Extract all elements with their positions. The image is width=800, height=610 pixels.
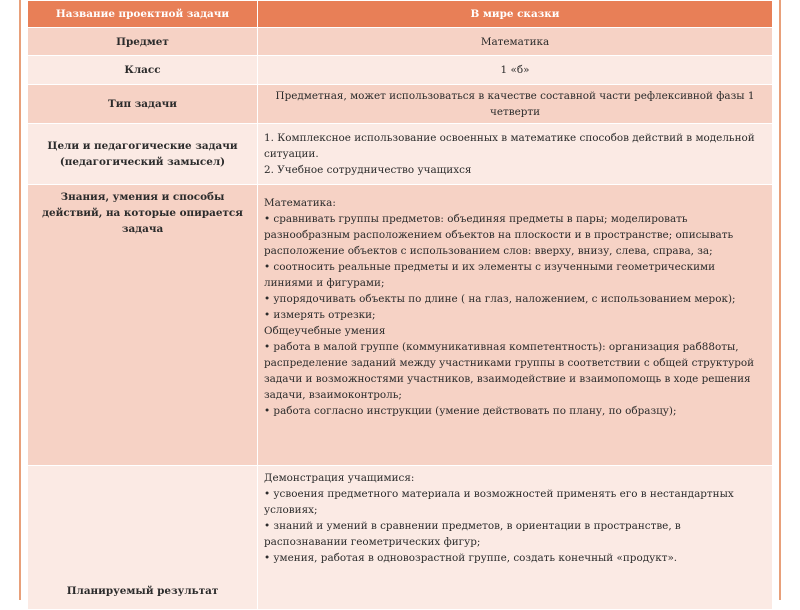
grade-value: 1 «б» bbox=[258, 56, 773, 85]
result-label: Планируемый результат bbox=[28, 466, 258, 610]
task-type-label: Тип задачи bbox=[28, 85, 258, 124]
table-header-row bbox=[28, 1, 773, 28]
knowledge-item: • работа в малой группе (коммуникативная компетентность): организация раб88оты, распределение заданий между участниками группы в соответствии с общей структурой задачи и возможностями участников, взаимодействие и взаимопомощь в ходе решения задачи, взаимоконтроль; bbox=[264, 341, 755, 401]
table-row-knowledge bbox=[28, 185, 773, 466]
knowledge-item: • соотносить реальные предметы и их элементы с изученными геометрическими линиями и фигурами; bbox=[264, 261, 716, 289]
knowledge-math-heading: Математика: bbox=[264, 197, 336, 209]
goals-value bbox=[258, 124, 773, 185]
result-item: • умения, работая в одновозрастной группе, создать конечный «продукт». bbox=[264, 552, 678, 564]
result-value bbox=[258, 466, 773, 610]
grade-label: Класс bbox=[28, 56, 258, 85]
table-row-grade bbox=[28, 56, 773, 85]
knowledge-item: • сравнивать группы предметов: объединяя предметы в пары; моделировать разнообразным расположением объектов на плоскости и в пространстве; описывать расположение объектов с использованием слов: вверху, внизу, слева, справа, за; bbox=[264, 213, 734, 257]
goal-line-2: 2. Учебное сотрудничество учащихся bbox=[264, 164, 472, 176]
knowledge-value bbox=[258, 185, 773, 466]
table-row-result bbox=[28, 466, 773, 610]
goals-label: Цели и педагогические задачи (педагогический замысел) bbox=[28, 124, 258, 185]
knowledge-item: • работа согласно инструкции (умение действовать по плану, по образцу); bbox=[264, 405, 677, 417]
table-row-goals bbox=[28, 124, 773, 185]
subject-value: Математика bbox=[258, 28, 773, 56]
result-item: • знаний и умений в сравнении предметов, в ориентации в пространстве, в распознавании геометрических фигур; bbox=[264, 520, 681, 548]
knowledge-label: Знания, умения и способы действий, на которые опирается задача bbox=[28, 185, 258, 466]
subject-label: Предмет bbox=[28, 28, 258, 56]
knowledge-item: • упорядочивать объекты по длине ( на глаз, наложением, с использованием мерок); bbox=[264, 293, 736, 305]
result-item: • усвоения предметного материала и возможностей применять его в нестандартных условиях; bbox=[264, 488, 734, 516]
knowledge-item: • измерять отрезки; bbox=[264, 309, 376, 321]
knowledge-general-heading: Общеучебные умения bbox=[264, 325, 386, 337]
table-row-subject bbox=[28, 28, 773, 56]
header-cell-project-title: В мире сказки bbox=[258, 1, 773, 28]
table-row-task-type bbox=[28, 85, 773, 124]
goal-line-1: 1. Комплексное использование освоенных в математике способов действий в модельной ситуации. bbox=[264, 132, 755, 160]
result-heading: Демонстрация учащимися: bbox=[264, 472, 415, 484]
project-task-table bbox=[27, 0, 773, 610]
task-type-value: Предметная, может использоваться в качестве составной части рефлексивной фазы 1 четверти bbox=[258, 85, 773, 124]
header-cell-task-name: Название проектной задачи bbox=[28, 1, 258, 28]
